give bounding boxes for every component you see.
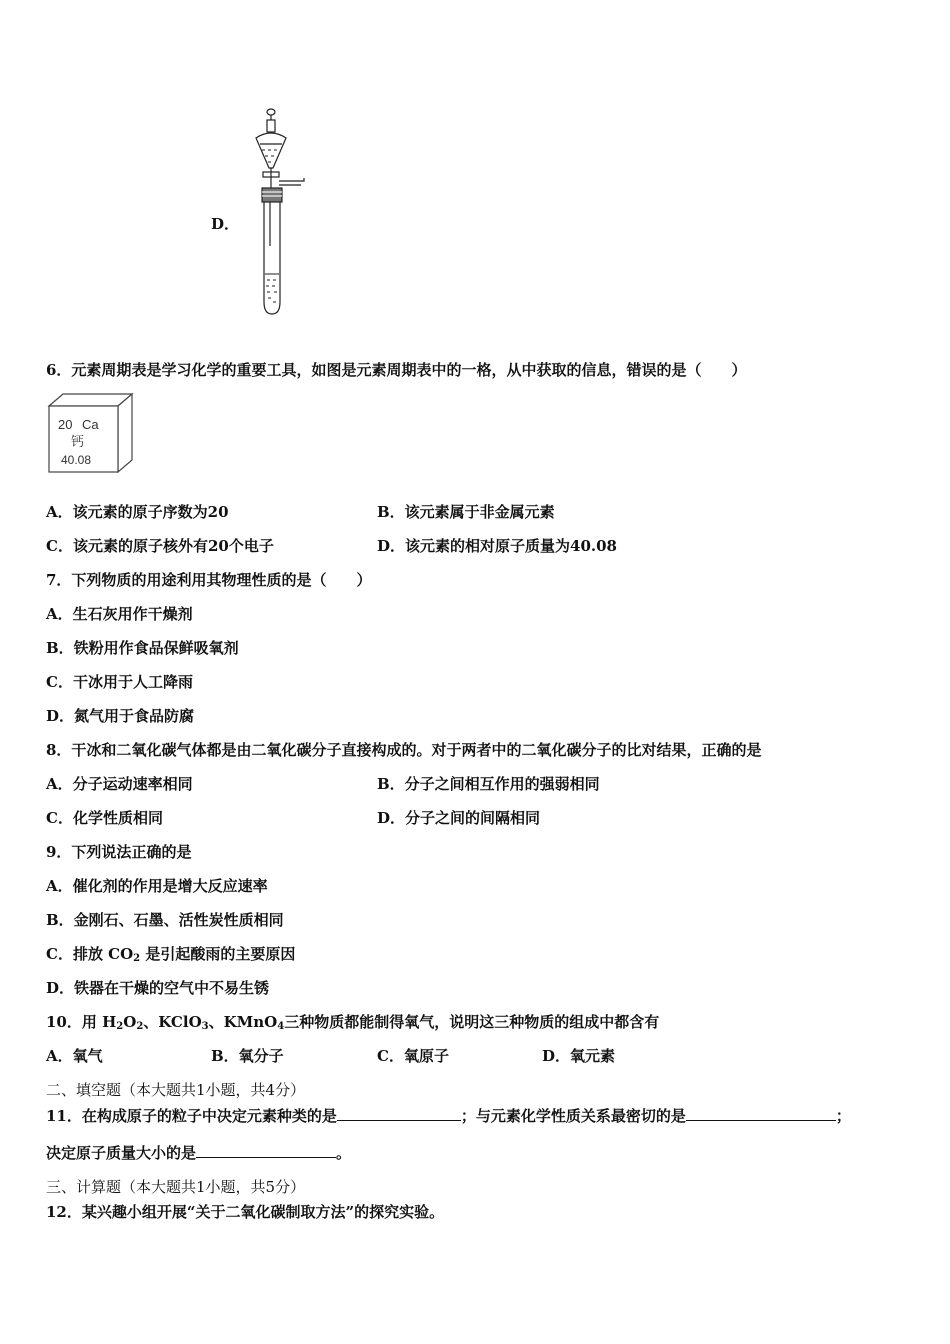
q10-option-c: C．氧原子	[377, 1047, 449, 1065]
q7-option-b: B．铁粉用作食品保鲜吸氧剂	[46, 639, 239, 657]
q7-option-c: C．干冰用于人工降雨	[46, 673, 193, 691]
q11-line1: 11．在构成原子的粒子中决定元素种类的是 ；与元素化学性质关系最密切的是 ；	[46, 1107, 851, 1125]
q10-option-a: A．氧气	[46, 1047, 103, 1065]
q8-stem: 8．干冰和二氧化碳气体都是由二氧化碳分子直接构成的。对于两者中的二氧化碳分子的比对结果，正确的是	[46, 741, 762, 759]
q6-option-a: A．该元素的原子序数为20	[46, 503, 229, 521]
q6-stem: 6．元素周期表是学习化学的重要工具，如图是元素周期表中的一格，从中获取的信息，错误的是（ ）	[46, 361, 747, 379]
element-symbol: Ca	[82, 417, 99, 432]
q6-option-d: D．该元素的相对原子质量为40.08	[377, 537, 617, 555]
q12-stem: 12．某兴趣小组开展“关于二氧化碳制取方法”的探究实验。	[46, 1203, 445, 1221]
q11-blank-1[interactable]	[337, 1106, 461, 1121]
q8-option-a: A．分子运动速率相同	[46, 775, 193, 793]
q10-option-d: D．氧元素	[542, 1047, 616, 1065]
q10-stem: 10．用 $H_2O_2$、KClO$_3$、KMnO$_4$三种物质都能制得氧气，说明这三种物质的组成中都含有	[46, 1013, 660, 1032]
q11-line2: 决定原子质量大小的是 。	[46, 1144, 352, 1162]
q5-option-d-label: D．	[211, 215, 240, 233]
q9-option-d: D．铁器在干燥的空气中不易生锈	[46, 979, 270, 997]
separatory-funnel-test-tube-icon	[246, 106, 310, 318]
q8-option-b: B．分子之间相互作用的强弱相同	[377, 775, 600, 793]
element-mass: 40.08	[61, 453, 92, 467]
q7-stem: 7．下列物质的用途利用其物理性质的是（ ）	[46, 571, 372, 589]
section3-heading: 三、计算题（本大题共1小题，共5分）	[46, 1178, 306, 1196]
q8-option-c: C．化学性质相同	[46, 809, 163, 827]
q9-stem: 9．下列说法正确的是	[46, 843, 192, 861]
q10-option-b: B．氧分子	[211, 1047, 284, 1065]
q11-blank-2[interactable]	[686, 1106, 836, 1121]
q6-option-b: B．该元素属于非金属元素	[377, 503, 555, 521]
q7-option-a: A．生石灰用作干燥剂	[46, 605, 193, 623]
q11-blank-3[interactable]	[196, 1143, 336, 1158]
q8-option-d: D．分子之间的间隔相同	[377, 809, 541, 827]
element-atomic-number: 20	[58, 417, 73, 432]
q9-option-b: B．金刚石、石墨、活性炭性质相同	[46, 911, 284, 929]
periodic-element-card	[46, 392, 134, 474]
q7-option-d: D．氮气用于食品防腐	[46, 707, 195, 725]
section2-heading: 二、填空题（本大题共1小题，共4分）	[46, 1081, 306, 1099]
element-name: 钙	[71, 435, 85, 450]
q9-option-a: A．催化剂的作用是增大反应速率	[46, 877, 268, 895]
q9-option-c: C．排放 $CO_2$ 是引起酸雨的主要原因	[46, 945, 296, 964]
q6-option-c: C．该元素的原子核外有20个电子	[46, 537, 274, 555]
